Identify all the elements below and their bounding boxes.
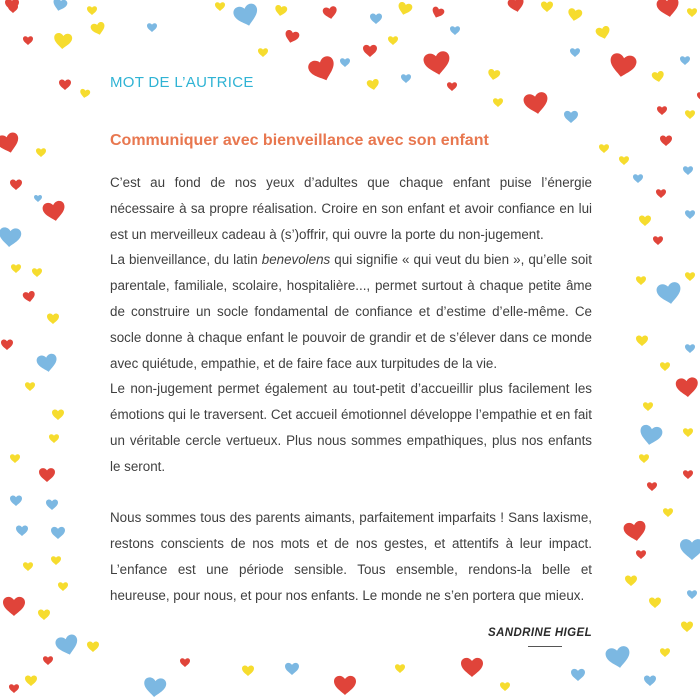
paragraph-2-end: qui signifie « qui veut du bien », qu’elle soit parentale, familiale, scolaire, hospitalière..., permet surtout à chaque petite âme de construire un socle fondamental de confiance et d’estime d’elle-même. Ce socle donne à chaque enfant le pouvoir de grandir et de s’élever dans ce monde avec quiétude, empathie, et de faire face aux turpitudes de la vie. [110,252,592,371]
heart-icon [3,597,25,616]
heart-icon [685,344,695,353]
heart-icon [25,676,37,686]
latin-term: benevolens [261,252,331,268]
heart-icon [681,622,693,632]
heart-icon [649,598,661,608]
section-label: MOT DE L’AUTRICE [110,74,254,91]
heart-icon [87,642,99,652]
heart-icon [685,110,695,119]
heart-icon [683,470,693,479]
heart-icon [0,131,21,155]
heart-icon [685,272,695,281]
heart-icon [42,200,67,223]
heart-icon [595,25,612,40]
heart-icon [605,645,632,670]
article-body [110,170,592,609]
heart-icon [0,227,22,248]
heart-icon [675,377,699,398]
heart-icon [663,508,673,517]
heart-icon [660,362,670,371]
heart-icon [51,0,68,13]
heart-icon [599,144,609,153]
heart-icon [46,500,58,510]
paragraph-4: Nous sommes tous des parents aimants, parfaitement imparfaits ! Sans laxisme, restons conscients de nos mots et de nos gestes, et attentifs à leur impact. L’enfance est une période sensible. Tous ensemble, rendons-la belle et heureuse, pour nous, et pour nos enfants. Le monde ne s’en portera que mieux. [110,510,592,603]
heart-icon [636,276,646,285]
heart-icon [23,562,33,571]
heart-icon [656,281,683,306]
heart-icon [16,526,28,536]
heart-icon [51,556,61,565]
heart-icon [687,8,697,17]
heart-icon [680,56,690,65]
heart-icon [638,424,663,447]
heart-icon [683,428,693,437]
heart-icon [657,106,667,115]
heart-icon [36,353,59,374]
heart-icon [34,195,42,202]
signature-underline [528,646,562,647]
heart-icon [639,454,649,463]
heart-icon [43,656,53,665]
heart-icon [51,527,65,539]
heart-icon [10,454,20,463]
heart-icon [639,216,651,226]
heart-icon [59,80,71,90]
heart-icon [25,382,35,391]
article [110,0,592,700]
heart-icon [9,684,19,693]
paragraph-1: C’est au fond de nos yeux d’adultes que chaque enfant puise l’énergie nécessaire à sa propre réalisation. Croire en son enfant et avoir confiance en lui est un merveilleux cadeau à (s’)offrir, qui ouvre la porte du non-jugement. [110,175,592,242]
heart-icon [79,88,90,98]
heart-icon [52,410,64,420]
heart-icon [10,180,22,190]
paragraph-3: Le non-jugement permet également au tout-petit d’accueillir plus facilement les émotions qui le traversent. Cet accueil émotionnel développe l’empathie et en fait un véritable cercle vertueux. Plus nous sommes empathiques, plus nos enfants le seront. [110,381,592,474]
author-signature: SANDRINE HIGEL [488,627,592,639]
paragraph-2 [110,247,592,376]
heart-icon [623,520,648,543]
heart-icon [58,582,68,591]
heart-icon [53,33,72,50]
heart-icon [39,468,55,482]
heart-icon [32,268,42,277]
heart-icon [685,210,695,219]
heart-icon [1,340,13,350]
heart-icon [36,148,46,157]
heart-icon [647,482,657,491]
heart-icon [47,314,59,324]
heart-icon [643,402,653,411]
heart-icon [619,156,629,165]
heart-icon [23,36,33,45]
heart-icon [10,496,22,506]
heart-icon [11,264,21,273]
article-title: Communiquer avec bienveillance avec son enfant [110,132,489,149]
heart-icon [651,71,665,83]
heart-icon [656,189,666,198]
heart-icon [608,52,638,79]
heart-icon [38,610,50,620]
heart-icon [687,590,697,599]
heart-icon [660,648,670,657]
heart-icon [656,0,681,19]
heart-icon [633,174,643,183]
heart-icon [90,21,107,36]
heart-icon [625,576,637,586]
heart-icon [683,166,693,175]
heart-icon [49,434,59,443]
heart-icon [680,539,700,560]
heart-icon [636,550,646,559]
paragraph-2-start: La bienveillance, du latin [110,252,262,268]
heart-icon [644,676,656,686]
heart-icon [54,633,80,657]
heart-icon [87,6,97,15]
heart-icon [660,136,672,146]
heart-icon [653,236,663,245]
heart-icon [636,336,648,346]
heart-icon [22,291,36,303]
